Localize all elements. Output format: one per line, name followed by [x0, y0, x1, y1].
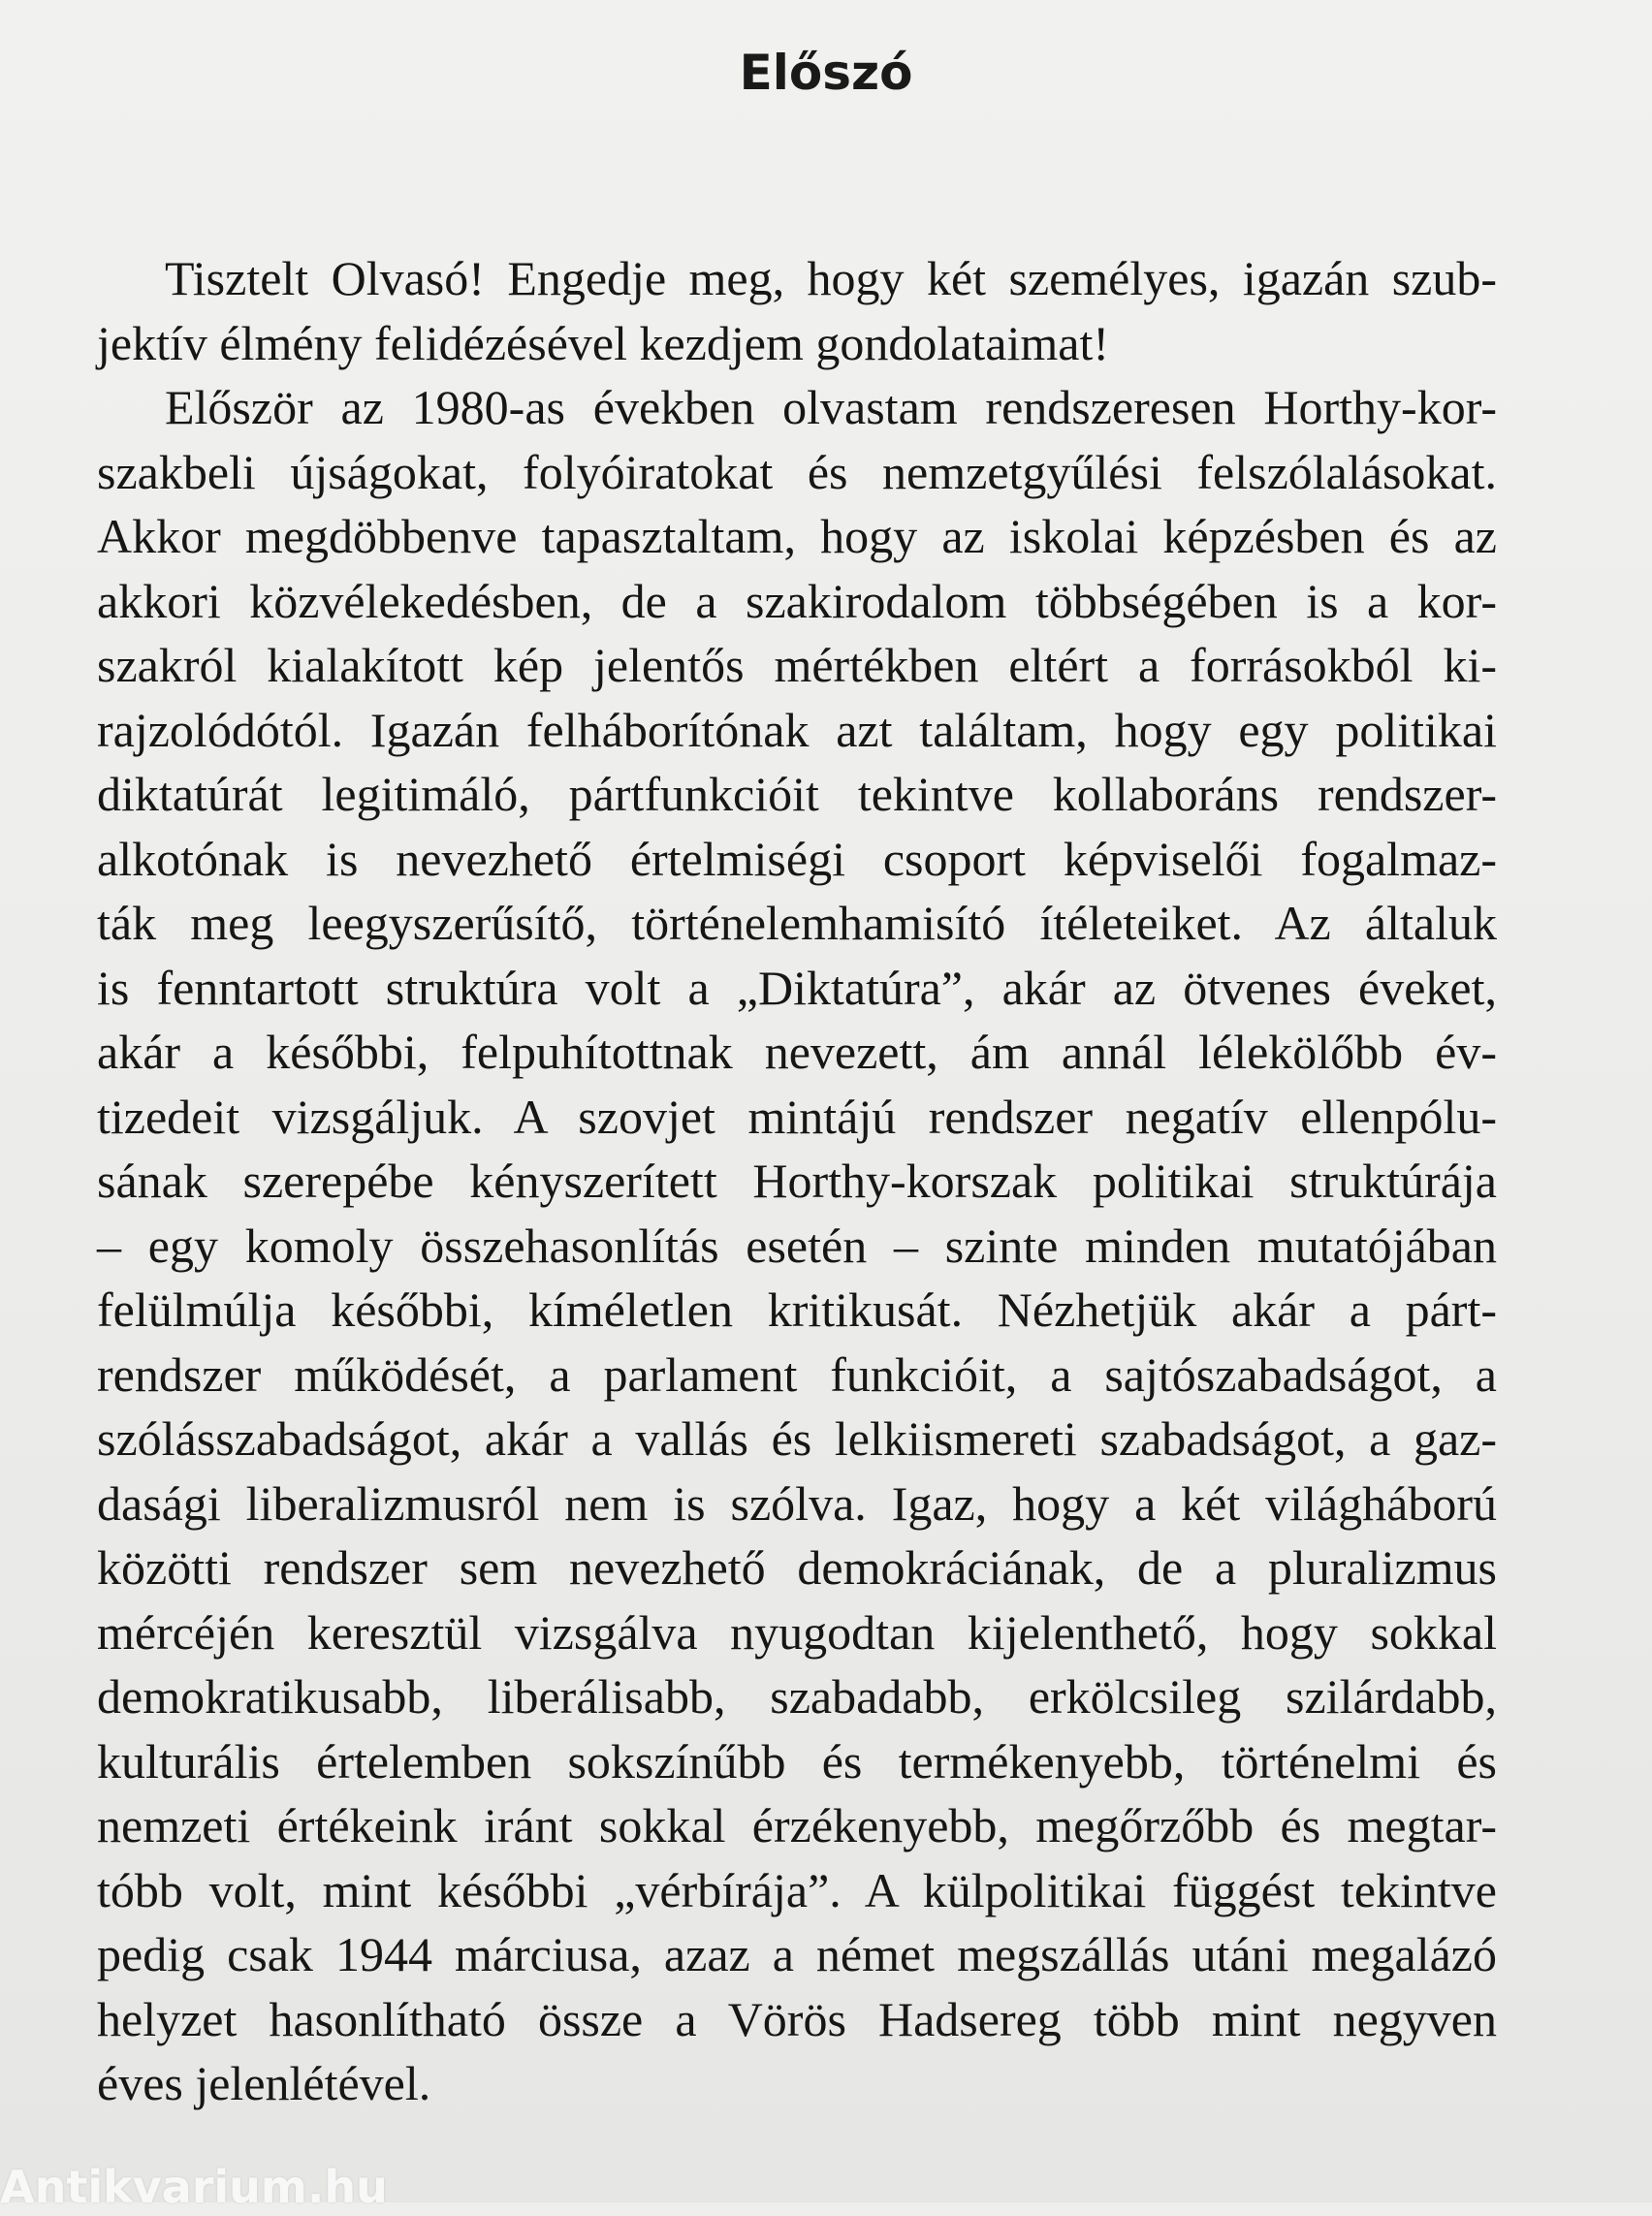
page-heading: Előszó	[739, 45, 913, 101]
text-line: szólásszabadságot, akár a vallás és lelkiismereti szabadságot, a gaz-	[97, 1411, 1497, 1466]
text-line: pedig csak 1944 márciusa, azaz a német megszállás utáni megalázó	[97, 1927, 1497, 1981]
text-line: is fenntartott struktúra volt a „Diktatúra”, akár az ötvenes éveket,	[97, 960, 1497, 1015]
text-line: tizedeit vizsgáljuk. A szovjet mintájú rendszer negatív ellenpólu-	[97, 1089, 1497, 1144]
text-line: sának szerepébe kényszerített Horthy-korszak politikai struktúrája	[97, 1154, 1497, 1208]
paragraph	[97, 375, 1497, 2116]
text-line: nemzeti értékeink iránt sokkal érzékenyebb, megőrzőbb és megtar-	[97, 1798, 1497, 1852]
text-line: ták meg leegyszerűsítő, történelemhamisító ítéleteiket. Az általuk	[97, 896, 1497, 950]
body-text	[97, 246, 1497, 2116]
text-line: dasági liberalizmusról nem is szólva. Igaz, hogy a két világháború	[97, 1475, 1497, 1531]
text-line: közötti rendszer sem nevezhető demokráciának, de a pluralizmus	[97, 1540, 1497, 1595]
text-line: Tisztelt Olvasó! Engedje meg, hogy két személyes, igazán szub-	[165, 251, 1497, 305]
text-line: tóbb volt, mint későbbi „vérbírája”. A külpolitikai függést tekintve	[97, 1862, 1497, 1917]
text-line: éves jelenlétével.	[97, 2056, 431, 2110]
text-line: Először az 1980-as években olvastam rendszeresen Horthy-kor-	[165, 380, 1497, 434]
text-line: demokratikusabb, liberálisabb, szabadabb, erkölcsileg szilárdabb,	[97, 1669, 1497, 1724]
text-line: rajzolódótól. Igazán felháborítónak azt találtam, hogy egy politikai	[97, 702, 1497, 757]
paragraph	[97, 246, 1497, 375]
text-line: szakról kialakított kép jelentős mértékben eltért a forrásokból ki-	[97, 638, 1497, 692]
text-line: jektív élmény felidézésével kezdjem gondolataimat!	[97, 315, 1110, 370]
text-line: Akkor megdöbbenve tapasztaltam, hogy az iskolai képzésben és az	[97, 509, 1497, 563]
text-line: felülmúlja későbbi, kíméletlen kritikusát. Nézhetjük akár a párt-	[97, 1282, 1497, 1337]
watermark: Antikvarium.hu	[0, 2161, 388, 2213]
text-line: rendszer működését, a parlament funkcióit, a sajtószabadságot, a	[97, 1346, 1497, 1402]
text-line: – egy komoly összehasonlítás esetén – szinte minden mutatójában	[97, 1218, 1497, 1273]
text-line: helyzet hasonlítható össze a Vörös Hadsereg több mint negyven	[97, 1991, 1497, 2046]
text-line: akár a későbbi, felpuhítottnak nevezett, ám annál lélekölőbb év-	[97, 1025, 1497, 1079]
text-line: kulturális értelemben sokszínűbb és termékenyebb, történelmi és	[97, 1733, 1497, 1789]
text-line: akkori közvélekedésben, de a szakirodalom többségében is a kor-	[97, 573, 1497, 628]
text-line: szakbeli újságokat, folyóiratokat és nemzetgyűlési felszólalásokat.	[97, 444, 1497, 499]
text-line: mércéjén keresztül vizsgálva nyugodtan kijelenthető, hogy sokkal	[97, 1604, 1497, 1660]
text-line: alkotónak is nevezhető értelmiségi csoport képviselői fogalmaz-	[97, 831, 1497, 886]
text-line: diktatúrát legitimáló, pártfunkcióit tekintve kollaboráns rendszer-	[97, 767, 1497, 821]
